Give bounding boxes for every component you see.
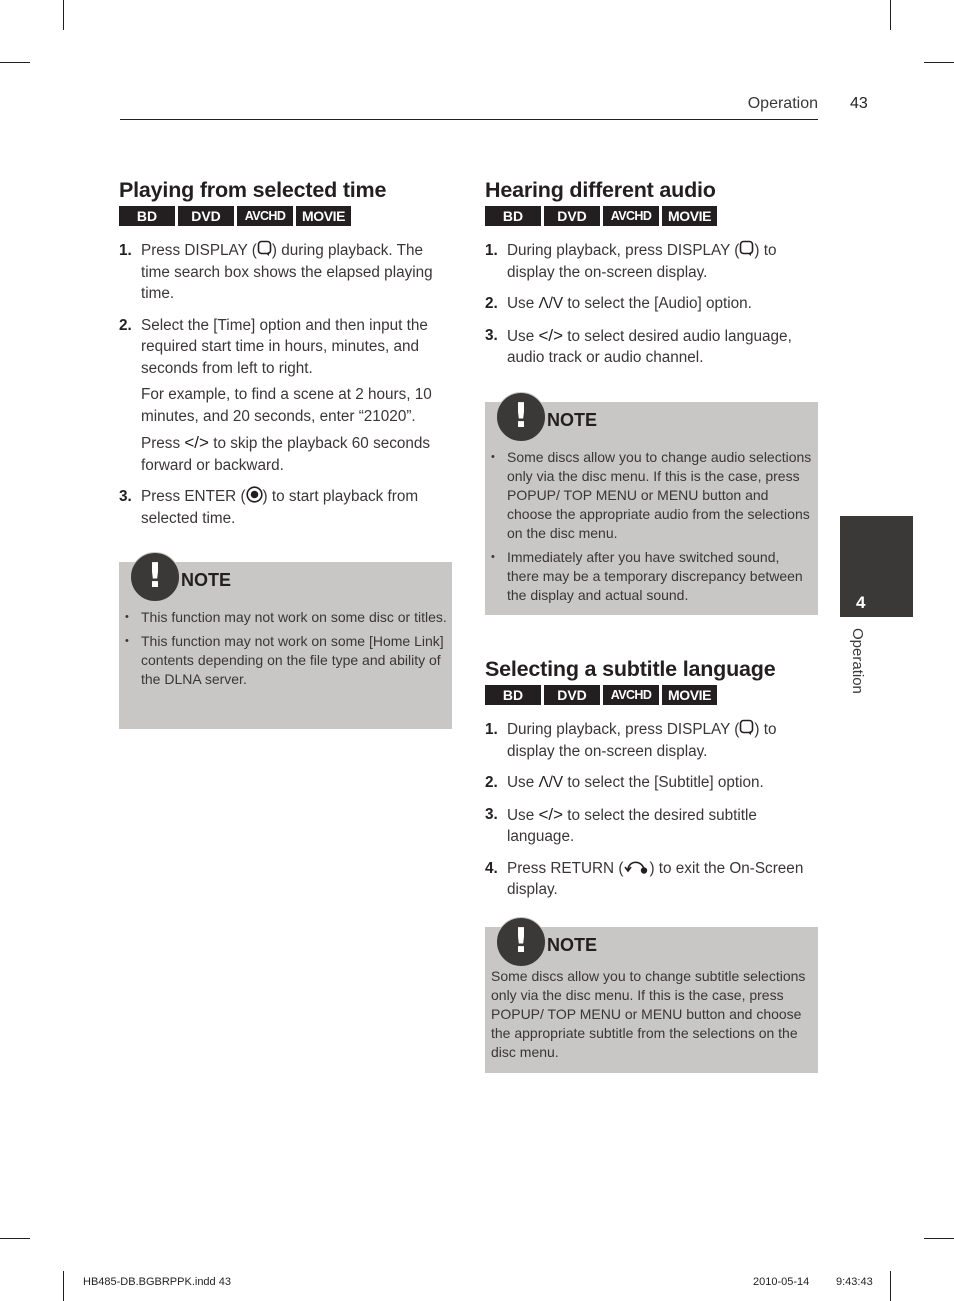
step-text: During playback, press DISPLAY ( [507, 721, 740, 738]
step-example: For example, to find a scene at 2 hours, 10 minutes, and 20 seconds, enter “21020”. [141, 386, 432, 425]
display-button-icon [739, 719, 754, 736]
step-item [485, 858, 819, 901]
section-title: Playing from selected time [119, 178, 387, 202]
step-detail [141, 432, 453, 476]
badge-avchd: AVCHD [603, 206, 659, 226]
badge-bd: BD [485, 206, 541, 226]
step-item [485, 240, 819, 283]
exclamation-icon: ! [130, 552, 180, 602]
page-number: 43 [850, 95, 868, 112]
step-number: 3. [485, 326, 498, 344]
step-number: 1. [119, 242, 132, 259]
crop-mark [924, 1238, 954, 1239]
note-item: • This function may not work on some [Home Link] contents depending on the file type and ability of the DLNA server. [125, 632, 448, 689]
step-item [485, 325, 819, 369]
badge-dvd: DVD [544, 685, 600, 705]
step-number: 2. [485, 774, 498, 791]
footer-filename: HB485-DB.BGBRPPK.indd 43 [83, 1276, 231, 1288]
step-item [119, 240, 453, 305]
section-selecting-subtitle-language [485, 656, 819, 911]
footer-time: 9:43:43 [836, 1276, 873, 1288]
disc-type-badges [485, 206, 819, 226]
step-item [485, 772, 819, 794]
section-playing-from-selected-time [119, 177, 453, 539]
step-text: Use [507, 806, 539, 824]
note-title: NOTE [547, 935, 598, 955]
badge-dvd: DVD [178, 206, 234, 226]
crop-mark [63, 0, 64, 30]
note-item: • Some discs allow you to change audio selections only via the disc menu. If this is the case, press POPUP/ TOP MENU or MENU button and choose the appropriate audio from the selections on the disc menu. [491, 448, 814, 543]
badge-movie: MOVIE [296, 206, 351, 226]
step-text: to skip the playback 60 seconds forward or backward. [141, 435, 431, 474]
exclamation-icon: ! [496, 392, 546, 442]
section-title: Selecting a subtitle language [485, 657, 776, 681]
step-item [119, 315, 453, 477]
section-hearing-different-audio [485, 177, 819, 379]
badge-bd: BD [119, 206, 175, 226]
note-box [485, 921, 818, 1073]
step-number: 2. [119, 316, 132, 334]
badge-movie: MOVIE [662, 206, 717, 226]
step-text: ) to start playback from selected time. [141, 488, 419, 527]
note-text: Some discs allow you to change subtitle selections only via the disc menu. If this is the case, press POPUP/ TOP MENU or MENU button and choose the appropriate subtitle from the selections on the disc menu. [491, 968, 806, 1060]
step-text: Press RETURN ( [507, 859, 624, 877]
exclamation-icon: ! [496, 917, 546, 967]
note-title: NOTE [547, 410, 598, 430]
return-button-icon [623, 858, 649, 875]
left-right-arrows-icon: </> [538, 325, 564, 345]
step-text: to select desired audio language, audio track or audio channel. [507, 327, 792, 366]
left-right-arrows-icon: </> [538, 804, 564, 824]
step-text: to select the [Subtitle] option. [563, 774, 764, 791]
step-text: Press DISPLAY ( [141, 242, 257, 259]
section-title: Hearing different audio [485, 178, 716, 202]
step-item [119, 486, 453, 529]
crop-mark [63, 1271, 64, 1301]
display-button-icon [257, 240, 272, 257]
step-text: Select the [Time] option and then input the required start time in hours, minutes, and seconds from left to right. [141, 316, 428, 377]
step-text: Use [507, 327, 539, 345]
note-list [125, 608, 448, 694]
note-box [485, 396, 818, 615]
chapter-number: 4 [856, 593, 866, 612]
crop-mark [0, 1238, 30, 1239]
crop-mark [924, 62, 954, 63]
step-text: ) during playback. The time search box shows the elapsed playing time. [141, 242, 433, 302]
step-text: During playback, press DISPLAY ( [507, 242, 740, 259]
badge-avchd: AVCHD [603, 685, 659, 705]
chapter-label-wrap [848, 628, 872, 708]
step-number: 4. [485, 859, 498, 877]
step-number: 3. [119, 488, 132, 505]
step-list [119, 240, 453, 529]
left-right-arrows-icon: </> [184, 433, 209, 452]
note-list [491, 448, 814, 610]
display-button-icon [739, 240, 754, 257]
step-text: Use [507, 295, 539, 312]
page-header [120, 93, 818, 120]
up-down-arrows-icon: Λ/V [538, 295, 564, 312]
step-text: Press [141, 435, 185, 452]
chapter-tab [840, 516, 913, 617]
step-number: 3. [485, 805, 498, 823]
step-text: Use [507, 774, 539, 791]
chapter-label: Operation [849, 628, 866, 694]
step-item [485, 804, 819, 848]
step-item [485, 719, 819, 762]
note-title: NOTE [181, 570, 232, 590]
disc-type-badges [485, 685, 819, 705]
crop-mark [890, 1271, 891, 1301]
step-list [485, 240, 819, 369]
step-item [485, 293, 819, 315]
note-item: • This function may not work on some disc or titles. [125, 608, 448, 627]
step-number: 1. [485, 721, 498, 738]
step-text: to select the [Audio] option. [563, 295, 752, 312]
note-item: • Immediately after you have switched sound, there may be a temporary discrepancy between the display and actual sound. [491, 548, 814, 605]
step-number: 1. [485, 242, 498, 259]
step-list [485, 719, 819, 901]
note-box [119, 556, 452, 729]
crop-mark [890, 0, 891, 30]
step-text: ) to exit the On-Screen display. [507, 859, 804, 898]
step-text: ) to display the on-screen display. [507, 721, 777, 760]
step-text: to select the desired subtitle language. [507, 806, 757, 845]
badge-movie: MOVIE [662, 685, 717, 705]
crop-mark [0, 62, 30, 63]
badge-avchd: AVCHD [237, 206, 293, 226]
disc-type-badges [119, 206, 453, 226]
step-number: 2. [485, 295, 498, 312]
header-section-title: Operation [747, 95, 818, 112]
enter-button-icon [246, 486, 263, 503]
step-text: ) to display the on-screen display. [507, 242, 777, 281]
step-text: Press ENTER ( [141, 488, 246, 505]
footer-date: 2010-05-14 [753, 1276, 810, 1288]
badge-bd: BD [485, 685, 541, 705]
up-down-arrows-icon: Λ/V [538, 774, 564, 791]
badge-dvd: DVD [544, 206, 600, 226]
